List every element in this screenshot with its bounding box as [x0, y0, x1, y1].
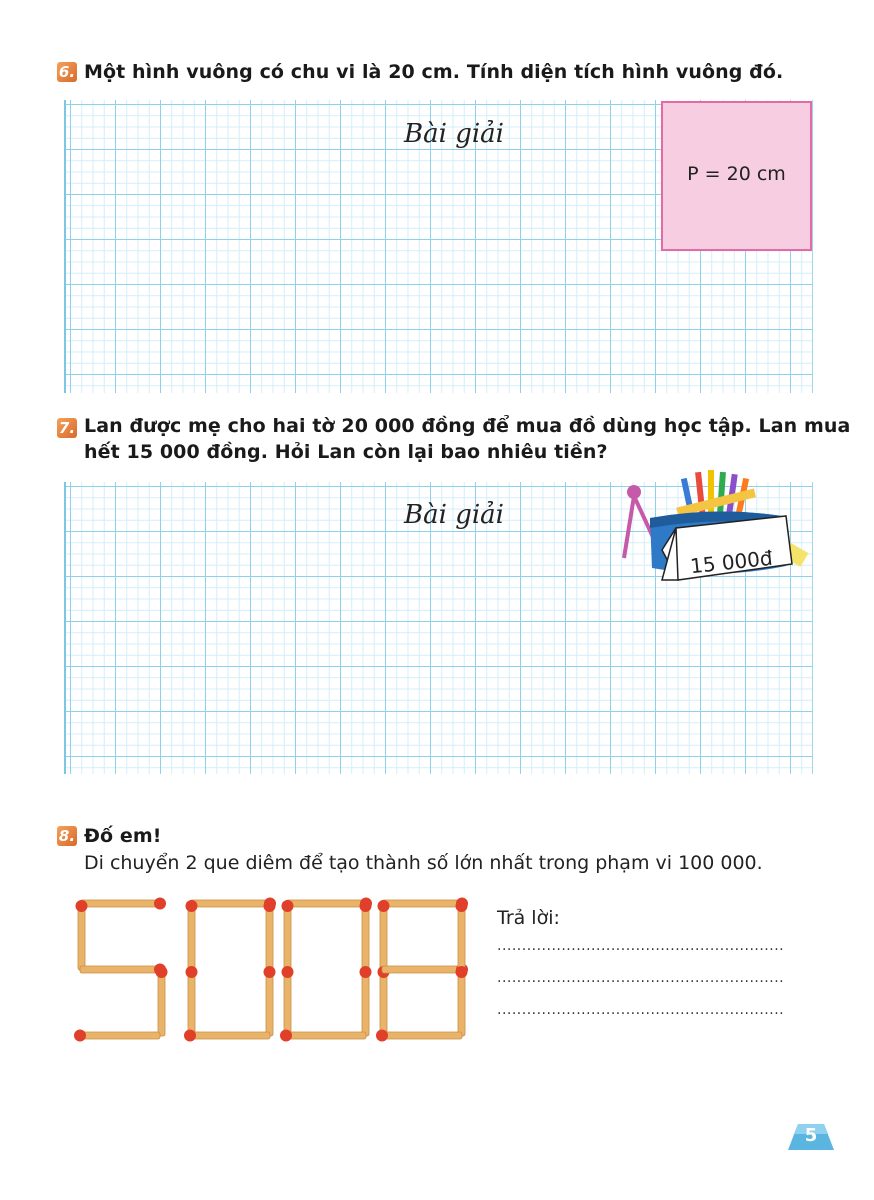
question-7-line-1: Lan được mẹ cho hai tờ 20 000 đồng để mua đồ dùng học tập. Lan mua [84, 415, 851, 437]
question-8-title: Đố em! [84, 825, 162, 847]
digit-8 [376, 898, 468, 1042]
digit-0-first [184, 898, 276, 1042]
answer-line-3[interactable]: .......................................................... [497, 1002, 785, 1018]
price-tag-label: 15 000đ [688, 545, 774, 579]
square-figure [661, 101, 812, 251]
question-7-number: 7. [58, 419, 76, 437]
page-number: 5 [804, 1125, 818, 1146]
answer-label: Trả lời: [497, 907, 560, 929]
question-8-instruction: Di chuyển 2 que diêm để tạo thành số lớn nhất trong phạm vi 100 000. [84, 852, 763, 874]
perimeter-label: P = 20 cm [687, 163, 786, 185]
solution-heading-7: Bài giải [404, 500, 504, 530]
question-6-text: Một hình vuông có chu vi là 20 cm. Tính diện tích hình vuông đó. [84, 61, 784, 83]
matchstick-number[interactable] [72, 892, 472, 1044]
question-7-line-2: hết 15 000 đồng. Hỏi Lan còn lại bao nhiêu tiền? [84, 441, 608, 463]
page-number-badge [788, 1122, 834, 1152]
answer-line-1[interactable]: .......................................................... [497, 938, 785, 954]
digit-5 [74, 898, 168, 1042]
question-8-number: 8. [58, 827, 76, 845]
digit-0-second [280, 898, 372, 1042]
solution-heading-6: Bài giải [404, 119, 504, 149]
answer-line-2[interactable]: .......................................................... [497, 970, 785, 986]
question-6-number: 6. [58, 63, 76, 81]
